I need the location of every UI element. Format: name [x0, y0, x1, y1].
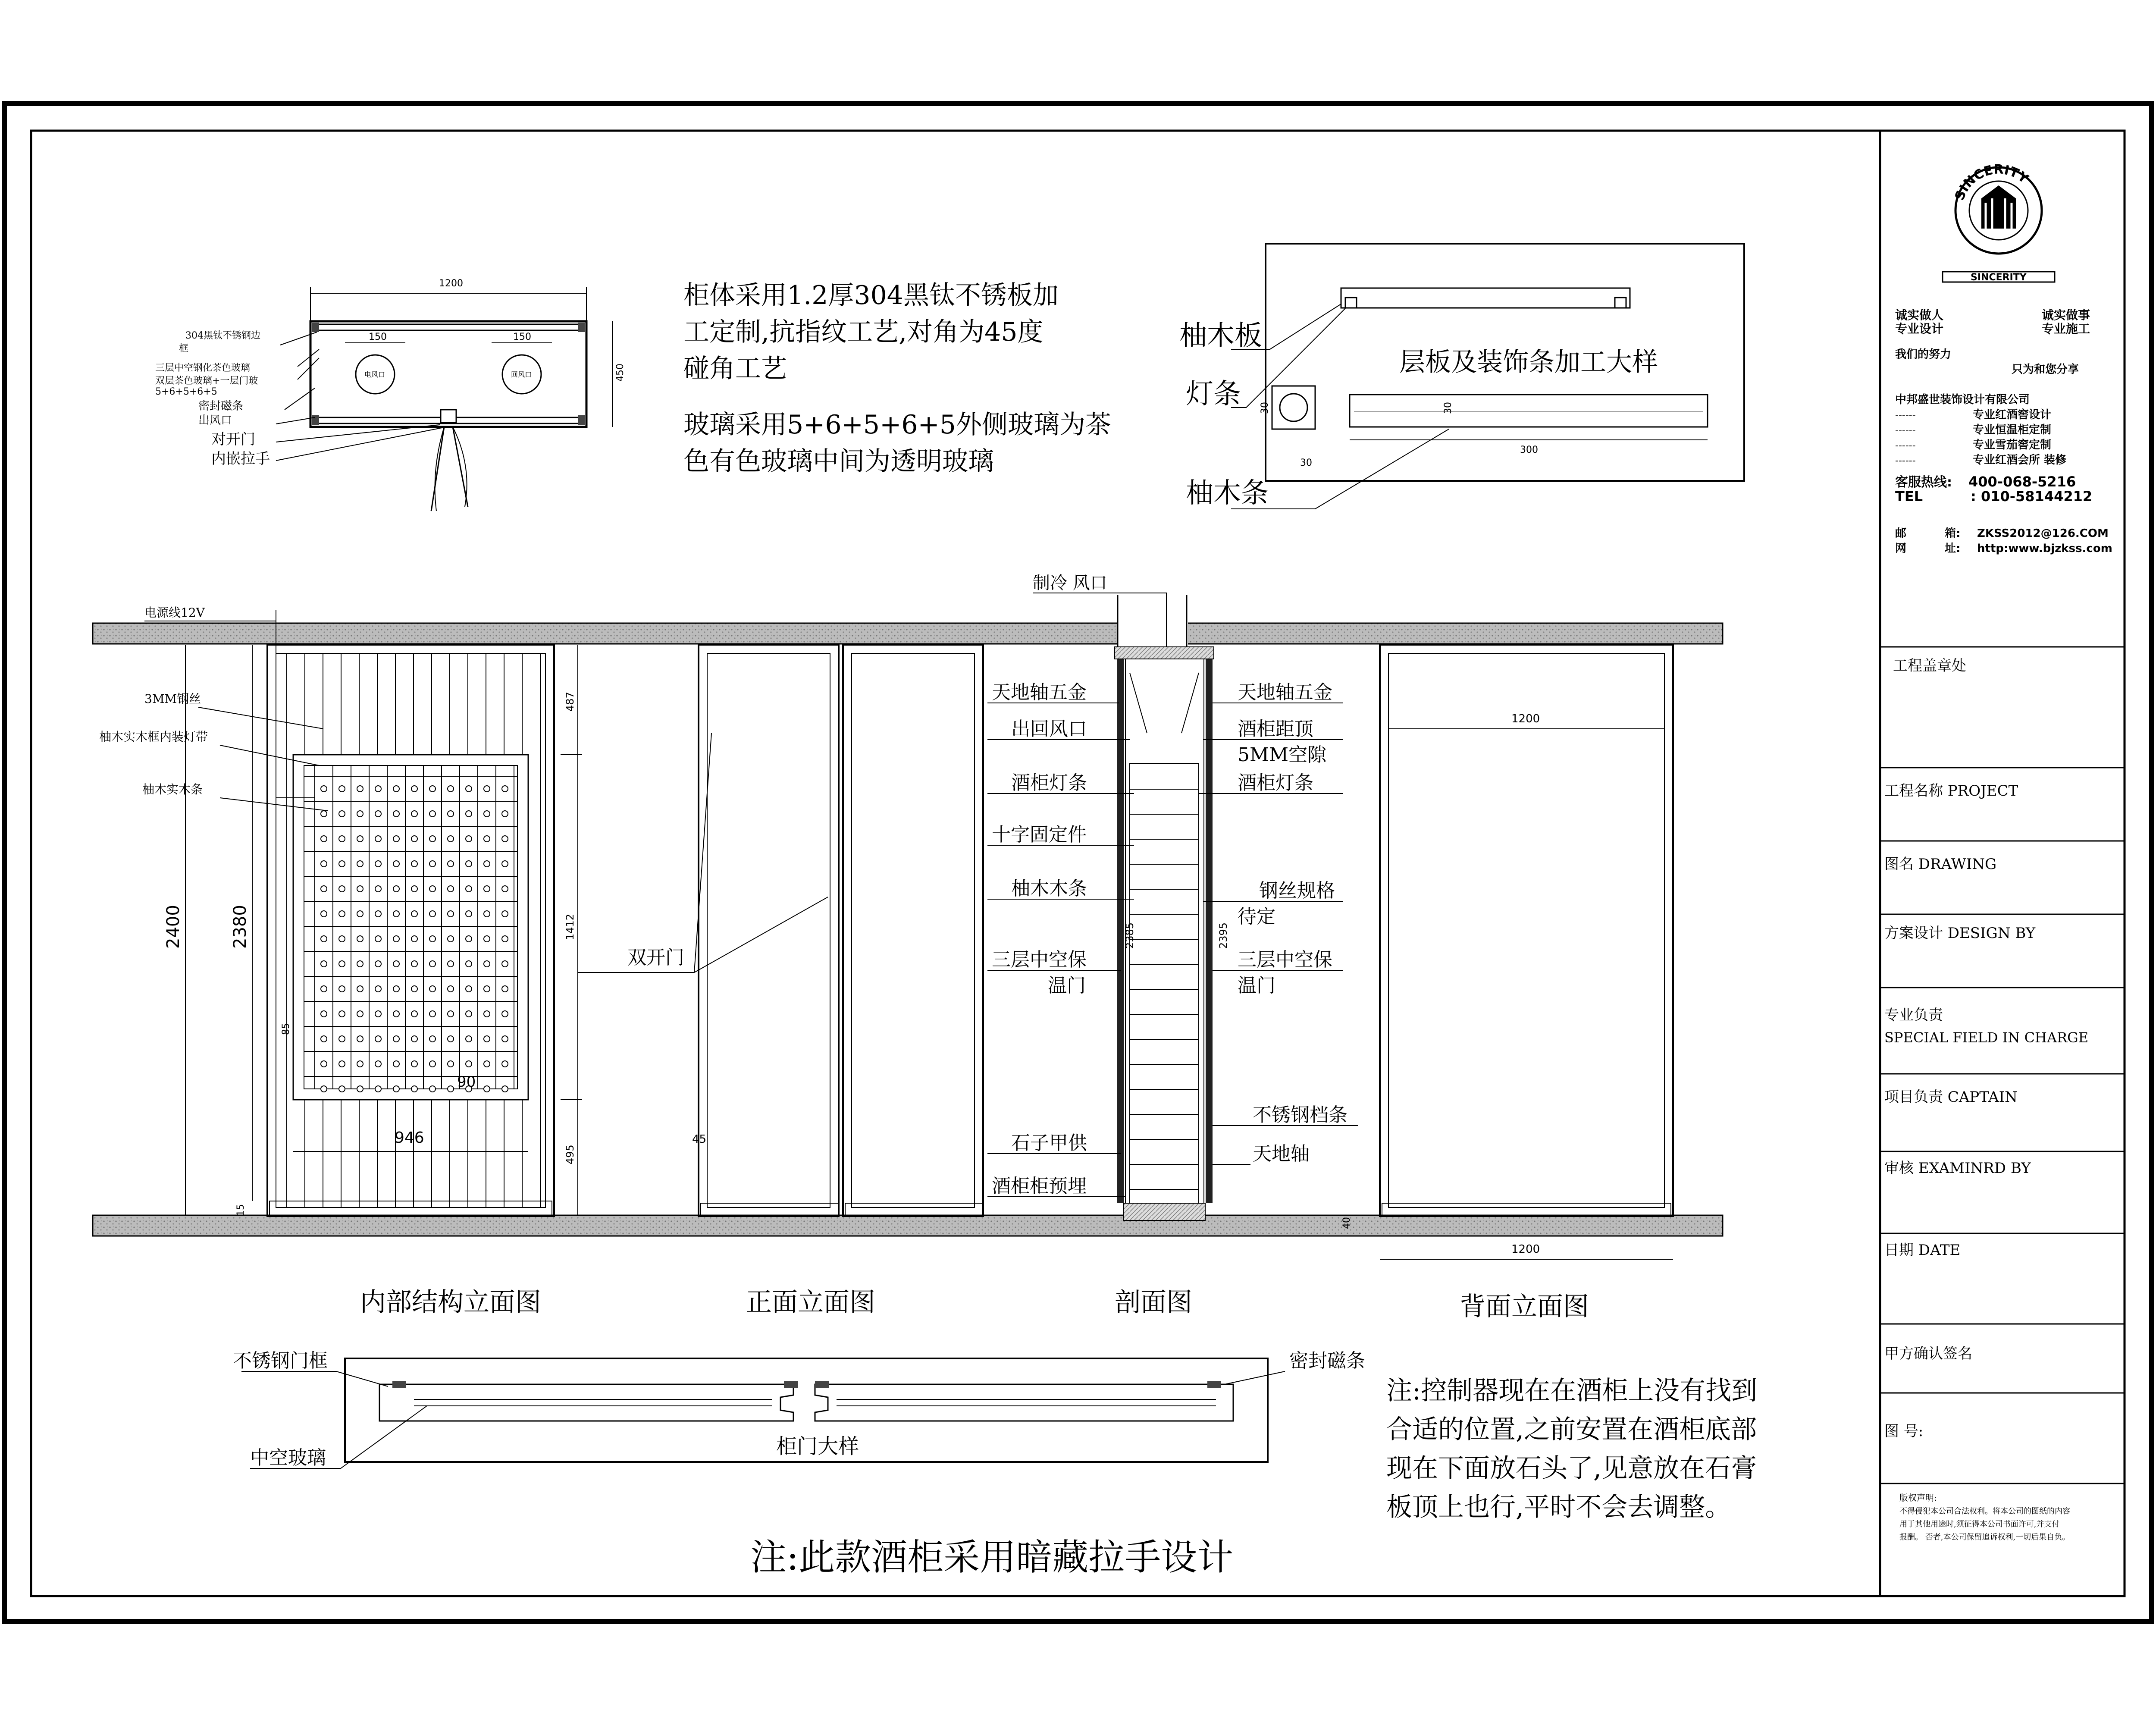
grid-node	[429, 1036, 436, 1042]
grid-node	[448, 811, 454, 817]
company-name: 中邦盛世装饰设计有限公司	[1895, 393, 2030, 406]
grid-node	[339, 861, 345, 867]
grid-node	[411, 986, 417, 992]
leader-label: 石子甲供	[1011, 1132, 1087, 1154]
dimension-text: 45	[692, 1133, 707, 1146]
grid-node	[448, 1086, 454, 1092]
leader-label: 出风口	[198, 414, 232, 427]
grid-node	[321, 911, 327, 917]
grid-node	[448, 986, 454, 992]
leader-label: 待定	[1238, 906, 1275, 928]
grid-node	[339, 811, 345, 817]
grid-node	[375, 786, 381, 792]
grid-node	[502, 836, 508, 842]
title-row-examine: 审核 EXAMINRD BY	[1884, 1160, 2031, 1177]
dimension-text: 1200	[439, 278, 463, 289]
grid-node	[502, 911, 508, 917]
grid-node	[502, 1061, 508, 1067]
section-shelves	[1130, 789, 1199, 1189]
detail-title: 柜门大样	[776, 1434, 859, 1458]
plan-view	[155, 278, 626, 511]
hotline-number: 400-068-5216	[1968, 474, 2076, 490]
grid-node	[357, 811, 363, 817]
leader-label: 密封磁条	[198, 400, 244, 413]
grid-node	[393, 911, 399, 917]
grid-node	[357, 836, 363, 842]
grid-node	[411, 1086, 417, 1092]
grid-node	[484, 886, 490, 892]
copyright-line: 用于其他用途时,须征得本公司书面许可,并支付	[1899, 1520, 2060, 1529]
leader-label: 温门	[1048, 975, 1086, 997]
section-left-labels	[987, 681, 1136, 1197]
grid-node	[466, 1061, 472, 1067]
grid-node	[321, 1036, 327, 1042]
leader-label: 框	[179, 343, 189, 354]
grid-node	[429, 1086, 436, 1092]
note-line: 现在下面放石头了,见意放在石膏	[1386, 1453, 1757, 1484]
leader-label: 天地轴五金	[992, 681, 1087, 703]
leader-label: 304黑钛不锈钢边	[185, 330, 260, 341]
title-row-sign: 甲方确认签名	[1884, 1345, 1972, 1362]
dimension-text: 150	[513, 332, 531, 342]
grid-node	[429, 886, 436, 892]
grid-node	[484, 1086, 490, 1092]
title-row-project: 工程名称 PROJECT	[1884, 782, 2018, 800]
service-dash: ------	[1895, 410, 1916, 421]
grid-node	[375, 811, 381, 817]
grid-node	[429, 861, 436, 867]
grid-node	[375, 1011, 381, 1017]
dimension-text: 30	[1300, 458, 1312, 468]
copyright-line: 不得侵犯本公司合法权利。将本公司的图纸的内容	[1899, 1507, 2070, 1516]
grid-node	[375, 961, 381, 967]
grid-node	[466, 1011, 472, 1017]
grid-node	[411, 936, 417, 942]
grid-node	[484, 836, 490, 842]
grid-node	[429, 986, 436, 992]
leader-label: 出回风口	[1011, 718, 1087, 740]
grid-node	[357, 911, 363, 917]
grid-node	[357, 786, 363, 792]
grid-node	[393, 1036, 399, 1042]
grid-node	[321, 861, 327, 867]
grid-node	[375, 1036, 381, 1042]
tel-label: TEL	[1895, 488, 1923, 505]
grid-node	[411, 1061, 417, 1067]
title-row-drawing: 图名 DRAWING	[1884, 856, 1997, 873]
leader-label: 三层中空保	[1238, 949, 1332, 971]
note-line: 工定制,抗指纹工艺,对角为45度	[683, 317, 1044, 347]
leader-label: 对开门	[211, 431, 255, 448]
email-label: 邮	[1895, 527, 1907, 540]
grid-node	[411, 961, 417, 967]
grid-node	[484, 786, 490, 792]
grid-node	[466, 886, 472, 892]
grid-node	[357, 1061, 363, 1067]
grid-node	[484, 1061, 490, 1067]
leader-label: 三层中空钢化茶色玻璃	[155, 363, 251, 373]
dimension-text: 15	[235, 1204, 246, 1216]
dimension-text: 90	[457, 1073, 476, 1091]
grid-node	[375, 861, 381, 867]
slogan: 诚实做人	[1895, 308, 1944, 322]
grid-node	[466, 811, 472, 817]
grid-node	[357, 886, 363, 892]
grid-node	[411, 786, 417, 792]
grid-node	[448, 911, 454, 917]
grid-node	[448, 936, 454, 942]
leader-label: 酒柜柜预埋	[992, 1175, 1087, 1197]
fan-label: 电风口	[364, 370, 385, 379]
grid-node	[393, 861, 399, 867]
leader-label: 制冷 风口	[1033, 573, 1107, 593]
grid-node	[357, 986, 363, 992]
dimension-text: 487	[564, 692, 576, 712]
grid-node	[502, 811, 508, 817]
leader-label: 柚木板	[1179, 320, 1262, 352]
grid-node	[484, 961, 490, 967]
hotline-label: 客服热线:	[1895, 475, 1952, 490]
grid-node	[321, 1011, 327, 1017]
leader-label: 柚木实木条	[142, 782, 203, 797]
grid-node	[484, 1036, 490, 1042]
grid-node	[502, 936, 508, 942]
note-line: 色有色玻璃中间为透明玻璃	[683, 446, 994, 477]
grid-node	[321, 786, 327, 792]
leader-label: 中空玻璃	[250, 1447, 326, 1469]
service-line: 专业红酒会所 装修	[1973, 454, 2067, 467]
view-title: 背面立面图	[1460, 1292, 1589, 1322]
grid-node	[429, 1011, 436, 1017]
grid-node	[375, 1086, 381, 1092]
interior-elevation	[99, 605, 582, 1317]
grid-node	[411, 911, 417, 917]
grid-node	[429, 836, 436, 842]
service-line: 专业恒温柜定制	[1973, 423, 2052, 436]
dimension-text: 2395	[1217, 922, 1229, 949]
grid-node	[502, 886, 508, 892]
slogan: 专业施工	[2042, 322, 2090, 336]
grid-node	[429, 936, 436, 942]
view-title: 剖面图	[1115, 1287, 1192, 1317]
cabinet-material-note	[683, 280, 1111, 477]
grid-node	[411, 886, 417, 892]
grid-node	[357, 1036, 363, 1042]
shelf-detail	[1179, 244, 1744, 509]
grid-node	[393, 1061, 399, 1067]
title-block	[1880, 162, 2125, 1542]
grid-node	[339, 986, 345, 992]
grid-node	[411, 861, 417, 867]
grid-node	[321, 836, 327, 842]
grid-node	[411, 811, 417, 817]
service-dash: ------	[1895, 440, 1916, 451]
leader-label: 酒柜距顶	[1238, 718, 1313, 740]
leader-label: 十字固定件	[992, 824, 1087, 846]
grid-node	[466, 861, 472, 867]
title-row-special: SPECIAL FIELD IN CHARGE	[1884, 1029, 2089, 1046]
dimension-text: 1412	[564, 913, 576, 940]
grid-node	[429, 961, 436, 967]
grid-node	[393, 886, 399, 892]
grid-node	[321, 1061, 327, 1067]
grid-node	[393, 1086, 399, 1092]
service-line: 专业雪茄窖定制	[1973, 439, 2052, 452]
grid-node	[411, 1036, 417, 1042]
grid-node	[357, 936, 363, 942]
dimension-text: 1200	[1511, 1243, 1540, 1256]
leader-label: 三层中空保	[992, 949, 1087, 971]
grid-node	[448, 1036, 454, 1042]
dimension-text: 30	[1443, 402, 1454, 414]
grid-node	[393, 1011, 399, 1017]
grid-node	[411, 836, 417, 842]
leader-label: 温门	[1238, 975, 1275, 997]
grid-node	[393, 786, 399, 792]
grid-node	[429, 811, 436, 817]
grid-node	[357, 961, 363, 967]
dimension-text: 85	[281, 1023, 291, 1035]
email-label: 箱:	[1945, 527, 1961, 540]
grid-node	[484, 911, 490, 917]
note-line: 碰角工艺	[683, 354, 787, 384]
view-title: 内部结构立面图	[360, 1287, 541, 1317]
leader-label: 不锈钢档条	[1253, 1104, 1348, 1126]
grid-node	[448, 836, 454, 842]
grid-node	[448, 961, 454, 967]
grid-node	[448, 786, 454, 792]
leader-label: 天地轴	[1253, 1143, 1310, 1165]
service-dash: ------	[1895, 425, 1916, 436]
leader-label: 柚木条	[1186, 477, 1269, 509]
note-line: 玻璃采用5+6+5+6+5外侧玻璃为茶	[683, 410, 1111, 440]
grid-node	[393, 836, 399, 842]
title-row-design: 方案设计 DESIGN BY	[1884, 925, 2036, 942]
grid-node	[393, 936, 399, 942]
grid-node	[448, 886, 454, 892]
grid-node	[375, 1061, 381, 1067]
grid-node	[466, 961, 472, 967]
grid-node	[339, 1086, 345, 1092]
dimension-text: 150	[369, 332, 387, 342]
leader-label: 5+6+5+6+5	[155, 386, 217, 397]
logo-banner: SINCERITY	[1971, 272, 2027, 283]
leader-label: 酒柜灯条	[1238, 772, 1313, 794]
grid-node	[339, 911, 345, 917]
shelf-detail-title: 层板及装饰条加工大样	[1399, 347, 1658, 377]
leader-label: 5MM空隙	[1238, 744, 1327, 766]
web-label: 址:	[1945, 542, 1961, 555]
dimension-text: 946	[395, 1129, 424, 1147]
leader-label: 内嵌拉手	[211, 450, 270, 467]
web-label: 网	[1895, 542, 1907, 555]
grid-node	[339, 786, 345, 792]
grid-node	[502, 1036, 508, 1042]
grid-node	[466, 836, 472, 842]
leader-label: 双层茶色玻璃+一层门玻	[155, 376, 258, 386]
grid-node	[393, 961, 399, 967]
grid-node	[411, 1011, 417, 1017]
company-info	[1895, 308, 2112, 555]
grid-node	[339, 1061, 345, 1067]
grid-node	[429, 786, 436, 792]
grid-node	[321, 936, 327, 942]
company-logo	[1943, 162, 2055, 283]
grid-node	[321, 1086, 327, 1092]
grid-node	[339, 1011, 345, 1017]
grid-node	[375, 936, 381, 942]
logo-ring-text: SINCERITY	[1952, 162, 2031, 203]
grid-node	[375, 986, 381, 992]
dimension-text: 40	[1341, 1217, 1352, 1229]
grid-node	[466, 1036, 472, 1042]
grid-node	[393, 986, 399, 992]
door-detail	[233, 1350, 1365, 1469]
dimension-text: 450	[615, 364, 626, 382]
leader-label: 双开门	[627, 947, 684, 969]
slogan: 只为和您分享	[2012, 363, 2079, 376]
dimension-text: 2385	[1124, 922, 1136, 949]
copyright-line: 报酬。 否者,本公司保留追诉权利,一切后果自负。	[1899, 1533, 2070, 1542]
section-right-labels	[1199, 681, 1358, 1165]
grid-node	[466, 911, 472, 917]
title-row-date: 日期 DATE	[1884, 1242, 1961, 1259]
plan-labels	[155, 330, 446, 467]
leader-label: 不锈钢门框	[233, 1350, 328, 1372]
leader-label: 电源线12V	[144, 605, 205, 620]
grid-node	[448, 1011, 454, 1017]
grid-node	[357, 1086, 363, 1092]
leader-label: 钢丝规格	[1259, 880, 1335, 902]
grid-node	[466, 936, 472, 942]
note-line: 合适的位置,之前安置在酒柜底部	[1386, 1414, 1757, 1445]
grid-node	[502, 986, 508, 992]
grid-node	[502, 961, 508, 967]
grid-node	[339, 886, 345, 892]
leader-label: 柚木木条	[1011, 878, 1087, 900]
section-view	[987, 573, 1358, 1317]
grid-node	[375, 836, 381, 842]
grid-node	[393, 811, 399, 817]
grid-node	[484, 861, 490, 867]
leader-label: 柚木实木框内装灯带	[99, 730, 208, 744]
grid-node	[339, 961, 345, 967]
title-row-special: 专业负责	[1884, 1007, 1943, 1024]
grid-node	[321, 961, 327, 967]
grid-node	[375, 886, 381, 892]
email-value: ZKSS2012@126.COM	[1977, 527, 2109, 540]
slogan: 我们的努力	[1895, 348, 1952, 361]
leader-label: 密封磁条	[1289, 1350, 1365, 1372]
grid-node	[484, 986, 490, 992]
dimension-text: 495	[564, 1145, 576, 1164]
grid-node	[429, 911, 436, 917]
note-line: 注:控制器现在在酒柜上没有找到	[1386, 1376, 1758, 1406]
grid-node	[357, 1011, 363, 1017]
grid-node	[321, 886, 327, 892]
grid-node	[502, 1011, 508, 1017]
copyright-title: 版权声明:	[1899, 1493, 1937, 1503]
note-line: 板顶上也行,平时不会去调整。	[1386, 1492, 1731, 1522]
leader-label: 3MM钢丝	[144, 692, 201, 706]
tel-number: : 010-58144212	[1971, 488, 2093, 505]
note-line: 柜体采用1.2厚304黑钛不锈板加	[683, 280, 1059, 310]
service-line: 专业红酒窖设计	[1973, 408, 2052, 421]
leader-label: 天地轴五金	[1238, 681, 1332, 703]
web-value: http:www.bjzkss.com	[1977, 542, 2112, 555]
leader-label: 灯条	[1186, 378, 1241, 410]
dimension-text: 2400	[163, 905, 183, 949]
grid-node	[502, 861, 508, 867]
slogan: 诚实做事	[2042, 308, 2090, 322]
fan-label: 回风口	[511, 370, 532, 379]
dimension-text: 1200	[1511, 712, 1540, 725]
grid-node	[357, 861, 363, 867]
service-dash: ------	[1895, 455, 1916, 466]
grid-node	[484, 936, 490, 942]
grid-node	[429, 1061, 436, 1067]
dimension-text: 30	[1260, 402, 1270, 414]
grid-node	[448, 1061, 454, 1067]
grid-node	[321, 811, 327, 817]
title-row-number: 图 号:	[1884, 1423, 1924, 1440]
grid-node	[321, 986, 327, 992]
grid-node	[484, 1011, 490, 1017]
grid-node	[466, 786, 472, 792]
grid-node	[448, 861, 454, 867]
slogan: 专业设计	[1895, 322, 1944, 336]
grid-node	[484, 811, 490, 817]
view-title: 正面立面图	[746, 1287, 875, 1317]
grid-node	[339, 1036, 345, 1042]
controller-note	[1386, 1376, 1757, 1522]
grid-node	[339, 836, 345, 842]
grid-node	[466, 986, 472, 992]
grid-node	[375, 911, 381, 917]
title-row-stamp: 工程盖章处	[1893, 657, 1966, 674]
grid-node	[339, 936, 345, 942]
grid-node	[502, 786, 508, 792]
leader-label: 酒柜灯条	[1011, 772, 1087, 794]
title-row-captain: 项目负责 CAPTAIN	[1884, 1088, 2018, 1106]
dimension-text: 2380	[230, 905, 250, 949]
dimension-text: 300	[1520, 445, 1538, 455]
grid-node	[502, 1086, 508, 1092]
bottom-note: 注:此款酒柜采用暗藏拉手设计	[750, 1536, 1234, 1578]
